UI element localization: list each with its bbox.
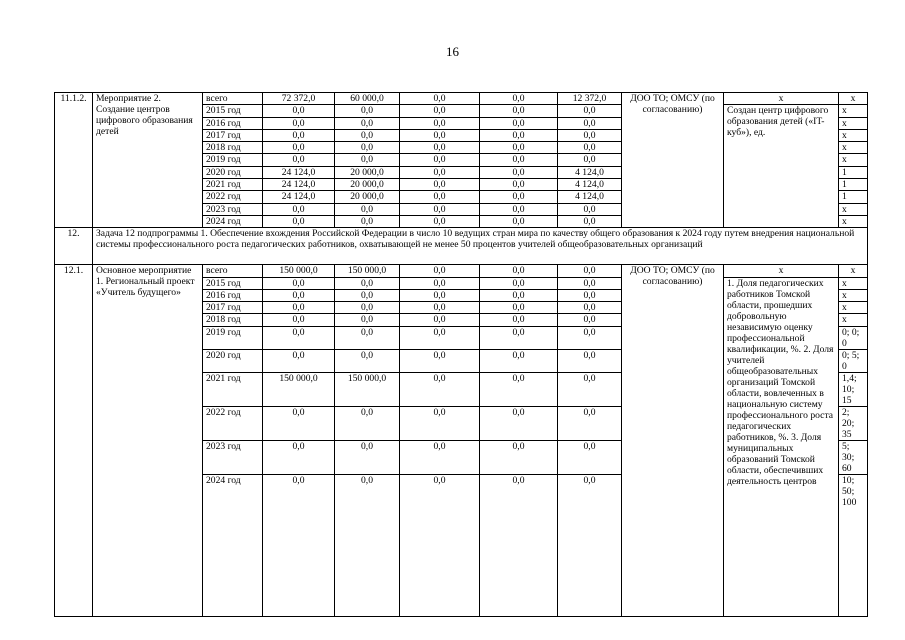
- regional-cell: 0,0: [400, 440, 480, 474]
- other-cell: 0,0: [558, 372, 622, 406]
- page-number: 16: [446, 44, 459, 59]
- federal-cell: 0,0: [335, 215, 400, 227]
- indicator-value: 2; 20; 35: [839, 406, 868, 440]
- indicator-header: x: [724, 265, 839, 277]
- year-cell: всего: [203, 93, 263, 105]
- local-cell: 0,0: [480, 406, 558, 440]
- regional-cell: 0,0: [400, 289, 480, 301]
- indicator-value: 10; 50; 100: [839, 474, 868, 616]
- indicator-value: 1,4; 10; 15: [839, 372, 868, 406]
- indicator-header: x: [724, 93, 839, 105]
- regional-cell: 0,0: [400, 105, 480, 117]
- block-11-1-2: [55, 93, 868, 228]
- total-cell: 0,0: [263, 215, 335, 227]
- total-cell: 0,0: [263, 326, 335, 349]
- other-cell: 0,0: [558, 203, 622, 215]
- other-cell: 4 124,0: [558, 179, 622, 191]
- regional-cell: 0,0: [400, 326, 480, 349]
- table-row: [55, 93, 868, 105]
- value-header: x: [839, 265, 868, 277]
- year-cell: 2018 год: [203, 142, 263, 154]
- other-cell: 0,0: [558, 406, 622, 440]
- regional-cell: 0,0: [400, 154, 480, 166]
- regional-cell: 0,0: [400, 191, 480, 203]
- regional-cell: 0,0: [400, 117, 480, 129]
- indicator-value: x: [839, 105, 868, 117]
- other-cell: 0,0: [558, 277, 622, 289]
- regional-cell: 0,0: [400, 474, 480, 616]
- other-cell: 4 124,0: [558, 166, 622, 178]
- regional-cell: 0,0: [400, 179, 480, 191]
- federal-cell: 150 000,0: [335, 372, 400, 406]
- year-cell: 2017 год: [203, 129, 263, 141]
- other-cell: 0,0: [558, 129, 622, 141]
- total-cell: 0,0: [263, 349, 335, 372]
- federal-cell: 20 000,0: [335, 179, 400, 191]
- local-cell: 0,0: [480, 326, 558, 349]
- federal-cell: 0,0: [335, 203, 400, 215]
- regional-cell: 0,0: [400, 314, 480, 326]
- year-cell: 2023 год: [203, 203, 263, 215]
- indicator-value: 1: [839, 191, 868, 203]
- total-cell: 0,0: [263, 406, 335, 440]
- federal-cell: 0,0: [335, 314, 400, 326]
- year-cell: 2023 год: [203, 440, 263, 474]
- year-cell: 2020 год: [203, 166, 263, 178]
- local-cell: 0,0: [480, 265, 558, 277]
- year-cell: 2017 год: [203, 302, 263, 314]
- local-cell: 0,0: [480, 166, 558, 178]
- local-cell: 0,0: [480, 474, 558, 616]
- table-row: [55, 265, 868, 277]
- regional-cell: 0,0: [400, 265, 480, 277]
- federal-cell: 0,0: [335, 289, 400, 301]
- federal-cell: 0,0: [335, 440, 400, 474]
- indicator-value: x: [839, 314, 868, 326]
- other-cell: 0,0: [558, 289, 622, 301]
- activity-name: Мероприятие 2. Создание центров цифрового образования детей: [93, 93, 203, 228]
- year-cell: 2019 год: [203, 326, 263, 349]
- total-cell: 0,0: [263, 117, 335, 129]
- year-cell: 2022 год: [203, 191, 263, 203]
- total-cell: 0,0: [263, 474, 335, 616]
- indicator-cell: 1. Доля педагогических работников Томской области, прошедших добровольную независимую оценку профессиональной квалификации, %. 2. Доля учителей общеобразовательных организаций Томской области, вовлеченных в национальную систему профессионального роста педагогических работников, %. 3. Доля муниципальных образований Томской области, обеспечивших деятельность центров: [724, 277, 839, 616]
- federal-cell: 0,0: [335, 105, 400, 117]
- local-cell: 0,0: [480, 349, 558, 372]
- total-cell: 0,0: [263, 302, 335, 314]
- total-cell: 0,0: [263, 203, 335, 215]
- local-cell: 0,0: [480, 154, 558, 166]
- year-cell: 2021 год: [203, 372, 263, 406]
- other-cell: 0,0: [558, 302, 622, 314]
- total-cell: 0,0: [263, 129, 335, 141]
- total-cell: 0,0: [263, 289, 335, 301]
- local-cell: 0,0: [480, 142, 558, 154]
- local-cell: 0,0: [480, 93, 558, 105]
- local-cell: 0,0: [480, 179, 558, 191]
- year-cell: 2021 год: [203, 179, 263, 191]
- other-cell: 0,0: [558, 440, 622, 474]
- local-cell: 0,0: [480, 289, 558, 301]
- year-cell: 2018 год: [203, 314, 263, 326]
- other-cell: 0,0: [558, 142, 622, 154]
- item-number: 11.1.2.: [55, 93, 93, 228]
- federal-cell: 0,0: [335, 474, 400, 616]
- local-cell: 0,0: [480, 372, 558, 406]
- indicator-value: x: [839, 302, 868, 314]
- year-cell: 2024 год: [203, 215, 263, 227]
- federal-cell: 0,0: [335, 349, 400, 372]
- local-cell: 0,0: [480, 215, 558, 227]
- other-cell: 0,0: [558, 474, 622, 616]
- indicator-value: 1: [839, 166, 868, 178]
- year-cell: 2015 год: [203, 105, 263, 117]
- task-description: Задача 12 подпрограммы 1. Обеспечение вхождения Российской Федерации в число 10 ведущих стран мира по качеству общего образования к 2024 году путем внедрения национальной системы профессионального роста педагогических работников, охватывающей не менее 50 процентов учителей общеобразовательных организаций: [93, 228, 868, 265]
- total-cell: 0,0: [263, 154, 335, 166]
- year-cell: 2022 год: [203, 406, 263, 440]
- block-12-1: [55, 265, 868, 616]
- regional-cell: 0,0: [400, 406, 480, 440]
- year-cell: 2024 год: [203, 474, 263, 616]
- year-cell: 2015 год: [203, 277, 263, 289]
- year-cell: 2016 год: [203, 117, 263, 129]
- total-cell: 0,0: [263, 277, 335, 289]
- local-cell: 0,0: [480, 277, 558, 289]
- other-cell: 0,0: [558, 326, 622, 349]
- regional-cell: 0,0: [400, 93, 480, 105]
- other-cell: 0,0: [558, 117, 622, 129]
- indicator-value: x: [839, 154, 868, 166]
- federal-cell: 150 000,0: [335, 265, 400, 277]
- other-cell: 0,0: [558, 349, 622, 372]
- year-cell: 2020 год: [203, 349, 263, 372]
- program-table: [54, 92, 868, 617]
- indicator-value: x: [839, 142, 868, 154]
- indicator-value: 1: [839, 179, 868, 191]
- task-number: 12.: [55, 228, 93, 265]
- local-cell: 0,0: [480, 191, 558, 203]
- total-cell: 0,0: [263, 105, 335, 117]
- task-12-section: [55, 228, 868, 265]
- total-cell: 0,0: [263, 314, 335, 326]
- federal-cell: 0,0: [335, 117, 400, 129]
- item-number: 12.1.: [55, 265, 93, 616]
- federal-cell: 0,0: [335, 129, 400, 141]
- other-cell: 12 372,0: [558, 93, 622, 105]
- year-cell: всего: [203, 265, 263, 277]
- indicator-value: x: [839, 203, 868, 215]
- local-cell: 0,0: [480, 105, 558, 117]
- indicator-value: x: [839, 277, 868, 289]
- federal-cell: 0,0: [335, 326, 400, 349]
- local-cell: 0,0: [480, 129, 558, 141]
- total-cell: 0,0: [263, 440, 335, 474]
- federal-cell: 20 000,0: [335, 166, 400, 178]
- regional-cell: 0,0: [400, 166, 480, 178]
- other-cell: 0,0: [558, 265, 622, 277]
- year-cell: 2016 год: [203, 289, 263, 301]
- indicator-value: x: [839, 117, 868, 129]
- indicator-value: 5; 30; 60: [839, 440, 868, 474]
- local-cell: 0,0: [480, 314, 558, 326]
- local-cell: 0,0: [480, 203, 558, 215]
- federal-cell: 0,0: [335, 154, 400, 166]
- local-cell: 0,0: [480, 440, 558, 474]
- total-cell: 0,0: [263, 142, 335, 154]
- regional-cell: 0,0: [400, 142, 480, 154]
- total-cell: 24 124,0: [263, 166, 335, 178]
- regional-cell: 0,0: [400, 302, 480, 314]
- indicator-value: 0; 0; 0: [839, 326, 868, 349]
- activity-name: Основное мероприятие 1. Региональный проект «Учитель будущего»: [93, 265, 203, 616]
- total-cell: 72 372,0: [263, 93, 335, 105]
- indicator-value: x: [839, 215, 868, 227]
- other-cell: 0,0: [558, 215, 622, 227]
- regional-cell: 0,0: [400, 203, 480, 215]
- indicator-value: x: [839, 129, 868, 141]
- federal-cell: 0,0: [335, 142, 400, 154]
- indicator-value: x: [839, 289, 868, 301]
- executor-cell: ДОО ТО; ОМСУ (по согласованию): [622, 265, 724, 616]
- other-cell: 4 124,0: [558, 191, 622, 203]
- regional-cell: 0,0: [400, 215, 480, 227]
- year-cell: 2019 год: [203, 154, 263, 166]
- regional-cell: 0,0: [400, 349, 480, 372]
- value-header: x: [839, 93, 868, 105]
- federal-cell: 0,0: [335, 277, 400, 289]
- other-cell: 0,0: [558, 314, 622, 326]
- local-cell: 0,0: [480, 302, 558, 314]
- federal-cell: 0,0: [335, 302, 400, 314]
- total-cell: 24 124,0: [263, 191, 335, 203]
- executor-cell: ДОО ТО; ОМСУ (по согласованию): [622, 93, 724, 228]
- federal-cell: 60 000,0: [335, 93, 400, 105]
- indicator-value: 0; 5; 0: [839, 349, 868, 372]
- federal-cell: 20 000,0: [335, 191, 400, 203]
- total-cell: 24 124,0: [263, 179, 335, 191]
- total-cell: 150 000,0: [263, 265, 335, 277]
- indicator-cell: Создан центр цифрового образования детей («IT-куб»), ед.: [724, 105, 839, 228]
- local-cell: 0,0: [480, 117, 558, 129]
- federal-cell: 0,0: [335, 406, 400, 440]
- other-cell: 0,0: [558, 105, 622, 117]
- regional-cell: 0,0: [400, 129, 480, 141]
- other-cell: 0,0: [558, 154, 622, 166]
- regional-cell: 0,0: [400, 372, 480, 406]
- total-cell: 150 000,0: [263, 372, 335, 406]
- regional-cell: 0,0: [400, 277, 480, 289]
